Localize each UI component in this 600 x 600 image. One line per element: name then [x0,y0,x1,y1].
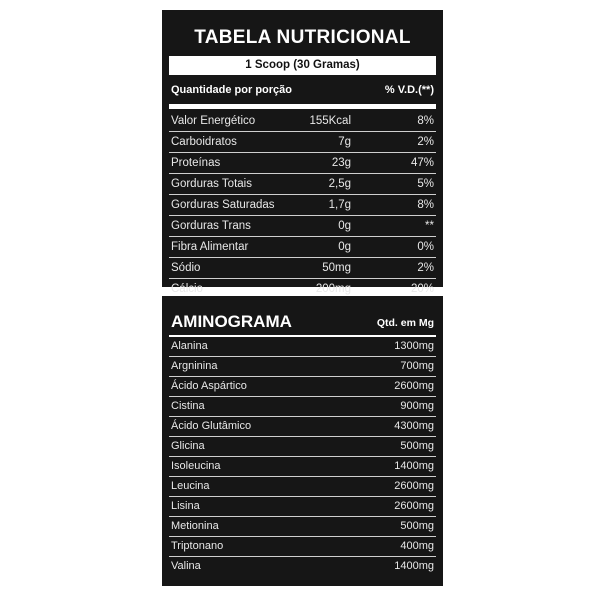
nutrient-name: Cálcio [171,283,203,295]
aminogram-rows [169,337,436,576]
nutrition-row [169,195,436,216]
nutrient-name: Fibra Alimentar [171,241,249,253]
amino-acid-row [169,357,436,377]
nutrient-amount: 50mg [322,262,351,274]
nutrient-name: Proteínas [171,157,221,169]
amino-acid-amount: 500mg [400,440,434,452]
nutrient-amount: 7g [338,136,351,148]
nutrient-amount: 2,5g [328,178,351,190]
amino-acid-amount: 700mg [400,360,434,372]
nutrition-row [169,216,436,237]
nutrition-row [169,237,436,258]
amino-acid-name: Ácido Aspártico [171,380,247,392]
header-divider [169,104,436,109]
nutrient-amount: 0g [338,241,351,253]
amino-acid-row [169,437,436,457]
amino-acid-row [169,417,436,437]
nutrition-row [169,111,436,132]
amino-acid-name: Metionina [171,520,219,532]
nutrient-amount: 155Kcal [309,115,351,127]
nutrient-daily-value: 8% [417,199,434,211]
amino-acid-row [169,397,436,417]
nutrient-name: Carboidratos [171,136,237,148]
amino-acid-row [169,377,436,397]
nutrition-row [169,153,436,174]
amino-acid-name: Valina [171,560,201,572]
nutrient-daily-value: 2% [417,262,434,274]
quantity-per-serving-label: Quantidade por porção [171,84,293,96]
amino-acid-name: Isoleucina [171,460,221,472]
amino-acid-name: Lisina [171,500,200,512]
nutrition-title: TABELA NUTRICIONAL [194,27,411,48]
amino-acid-amount: 1400mg [394,460,434,472]
nutrient-name: Gorduras Saturadas [171,199,275,211]
amino-acid-row [169,557,436,576]
amino-acid-name: Leucina [171,480,210,492]
aminogram-panel [162,296,443,586]
aminogram-title: AMINOGRAMA [171,312,292,331]
nutrient-amount: 200mg [315,283,351,295]
amino-acid-name: Ácido Glutâmico [171,420,252,432]
amino-acid-amount: 2600mg [394,500,434,512]
nutrient-amount: 23g [331,157,351,169]
amino-acid-amount: 500mg [400,520,434,532]
amino-acid-row [169,337,436,357]
nutrient-daily-value: 0% [417,241,434,253]
nutrient-daily-value: 47% [410,157,434,169]
nutrition-rows [169,111,436,299]
nutrient-name: Gorduras Trans [171,220,251,232]
amino-acid-name: Triptonano [171,540,224,552]
amino-acid-amount: 2600mg [394,480,434,492]
nutrient-name: Valor Energético [171,115,256,127]
amino-acid-name: Cistina [171,400,205,412]
amino-acid-row [169,497,436,517]
daily-value-label: % V.D.(**) [384,84,434,96]
nutrition-table-panel [162,10,443,295]
nutrition-row [169,132,436,153]
nutrient-amount: 1,7g [328,199,351,211]
amino-acid-amount: 400mg [400,540,434,552]
nutrient-daily-value: 2% [417,136,434,148]
amino-acid-row [169,477,436,497]
nutrient-daily-value: ** [425,220,434,232]
amino-acid-row [169,457,436,477]
amino-acid-name: Alanina [171,340,208,352]
nutrient-daily-value: 5% [417,178,434,190]
serving-size-banner: 1 Scoop (30 Gramas) [169,56,436,75]
nutrient-amount: 0g [338,220,351,232]
nutrient-name: Gorduras Totais [171,178,252,190]
amino-acid-name: Glicina [171,440,205,452]
amino-acid-name: Argninina [171,360,218,372]
amino-acid-row [169,517,436,537]
nutrition-row [169,174,436,195]
amino-acid-row [169,537,436,557]
nutrient-name: Sódio [171,262,201,274]
amino-acid-amount: 4300mg [394,420,434,432]
aminogram-unit-header: Qtd. em Mg [376,317,434,329]
nutrient-daily-value: 8% [417,115,434,127]
nutrient-daily-value: 20% [410,283,434,295]
nutrition-row [169,258,436,279]
amino-acid-amount: 2600mg [394,380,434,392]
amino-acid-amount: 1400mg [394,560,434,572]
amino-acid-amount: 1300mg [394,340,434,352]
amino-acid-amount: 900mg [400,400,434,412]
